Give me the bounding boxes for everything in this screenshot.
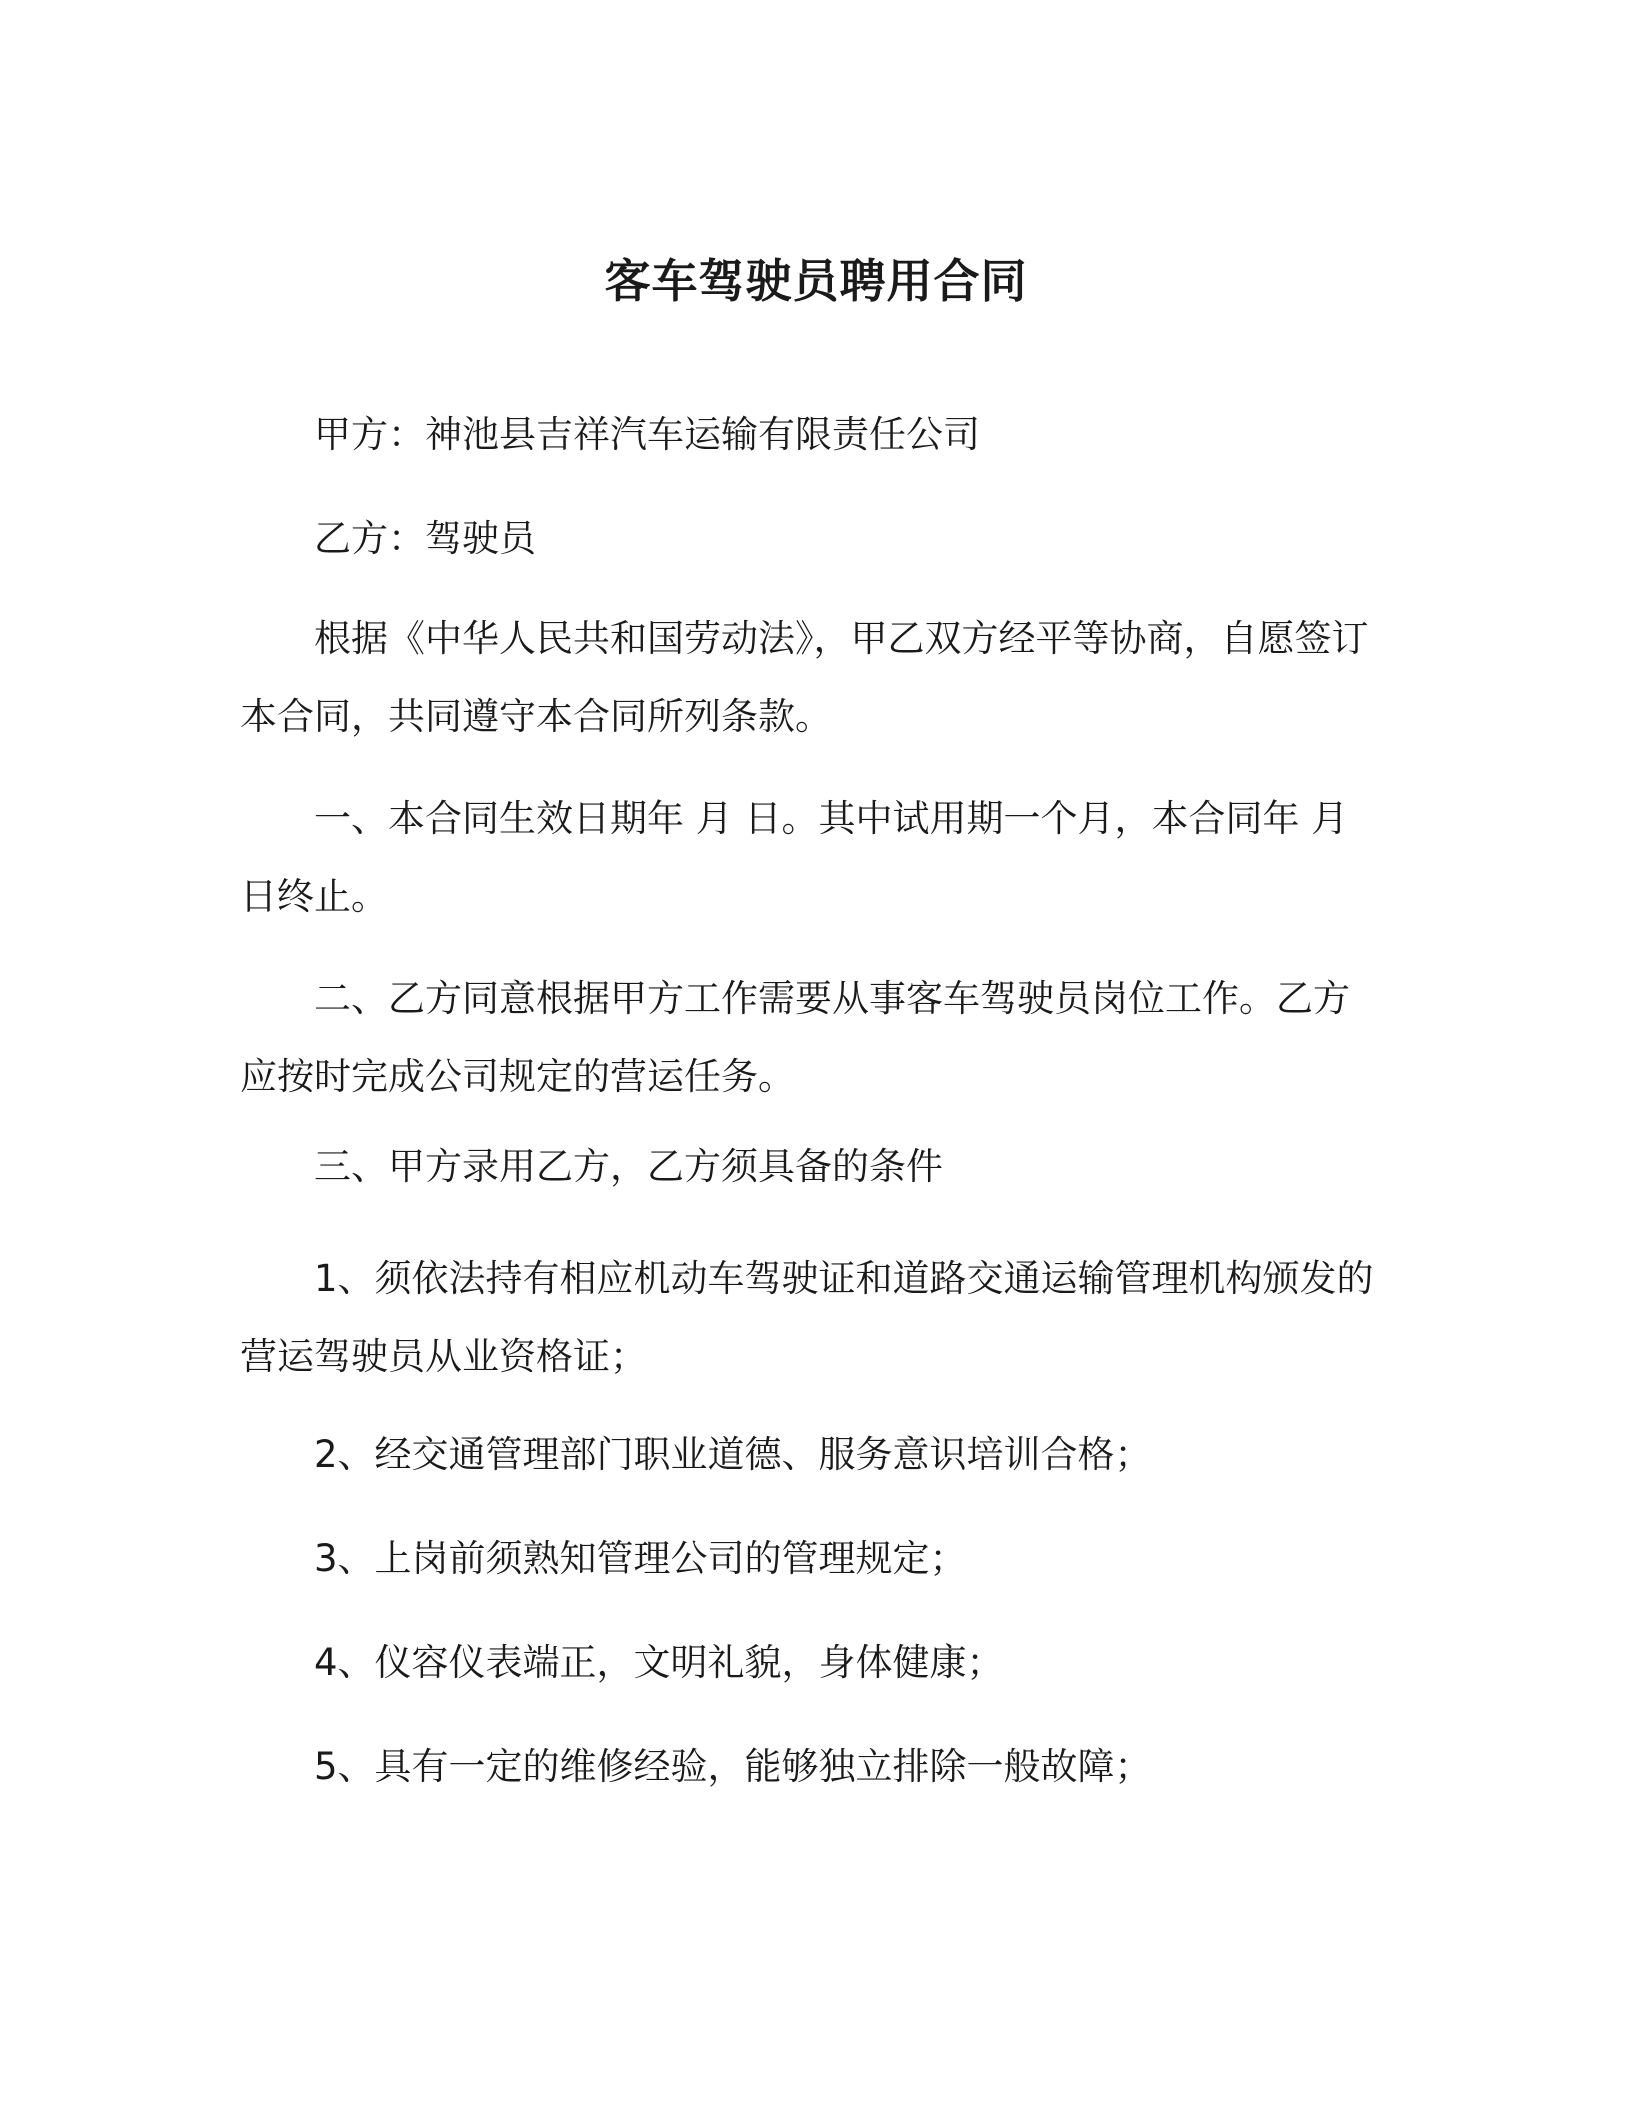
condition-3-paragraph: 3、上岗前须熟知管理公司的管理规定； [314,1537,967,1580]
clause-1-paragraph: 一、本合同生效日期年 月 日。其中试用期一个月，本合同年 月日终止。 [240,797,1349,918]
preamble-paragraph: 根据《中华人民共和国劳动法》，甲乙双方经平等协商，自愿签订本合同，共同遵守本合同所列条款。 [240,617,1369,738]
condition-4-paragraph: 4、仪容仪表端正，文明礼貌，身体健康； [314,1641,1004,1684]
clause-3-heading: 三、甲方录用乙方，乙方须具备的条件 [314,1145,943,1188]
condition-1-paragraph: 1、须依法持有相应机动车驾驶证和道路交通运输管理机构颁发的营运驾驶员从业资格证； [240,1257,1374,1378]
document-title: 客车驾驶员聘用合同 [604,253,1028,308]
condition-5-paragraph: 5、具有一定的维修经验，能够独立排除一般故障； [314,1745,1152,1788]
clause-2-paragraph: 二、乙方同意根据甲方工作需要从事客车驾驶员岗位工作。乙方应按时完成公司规定的营运任务。 [240,977,1350,1098]
condition-2-paragraph: 2、经交通管理部门职业道德、服务意识培训合格； [314,1433,1152,1476]
party-b-line: 乙方：驾驶员 [314,517,536,560]
party-a-line: 甲方：神池县吉祥汽车运输有限责任公司 [314,413,980,456]
